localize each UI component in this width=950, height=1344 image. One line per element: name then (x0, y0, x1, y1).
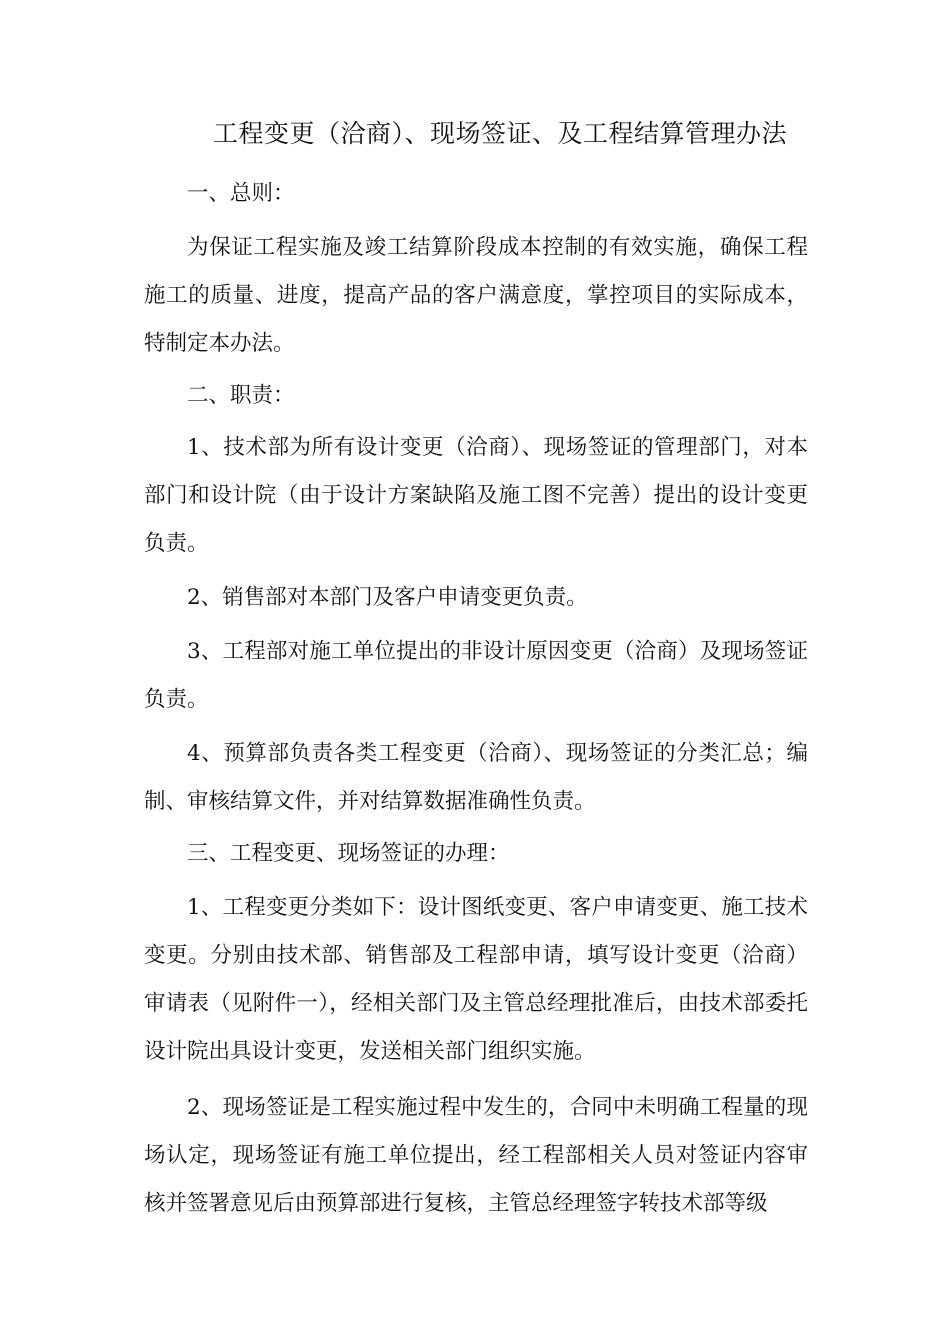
document-title: 工程变更（洽商）、现场签证、及工程结算管理办法 (212, 119, 787, 148)
paragraph-duty-2: 2、销售部对本部门及客户申请变更负责。 (187, 585, 588, 610)
document-body (144, 170, 808, 1228)
section-heading-general: 一、总则： (187, 181, 295, 206)
section-heading-procedure: 三、工程变更、现场签证的办理： (187, 841, 510, 866)
paragraph-duty-1: 1、技术部为所有设计变更（洽商）、现场签证的管理部门，对本部门和设计院（由于设计方案缺陷及施工图不完善）提出的设计变更负责。 (144, 435, 808, 556)
paragraph-procedure-1: 1、工程变更分类如下：设计图纸变更、客户申请变更、施工技术变更。分别由技术部、销售部及工程部申请，填写设计变更（洽商）审请表（见附件一），经相关部门及主管总经理批准后，由技术部委托设计院出具设计变更，发送相关部门组织实施。 (144, 895, 808, 1064)
paragraph-duty-3: 3、工程部对施工单位提出的非设计原因变更（洽商）及现场签证负责。 (144, 639, 808, 712)
paragraph-purpose: 为保证工程实施及竣工结算阶段成本控制的有效实施，确保工程施工的质量、进度，提高产品的客户满意度，掌控项目的实际成本，特制定本办法。 (144, 235, 808, 356)
paragraph-procedure-2: 2、现场签证是工程实施过程中发生的，合同中未明确工程量的现场认定，现场签证有施工单位提出，经工程部相关人员对签证内容审核并签署意见后由预算部进行复核，主管总经理签字转技术部等级 (144, 1095, 808, 1216)
paragraph-duty-4: 4、预算部负责各类工程变更（洽商）、现场签证的分类汇总；编制、审核结算文件，并对结算数据准确性负责。 (144, 741, 808, 814)
section-heading-duties: 二、职责： (187, 383, 295, 408)
